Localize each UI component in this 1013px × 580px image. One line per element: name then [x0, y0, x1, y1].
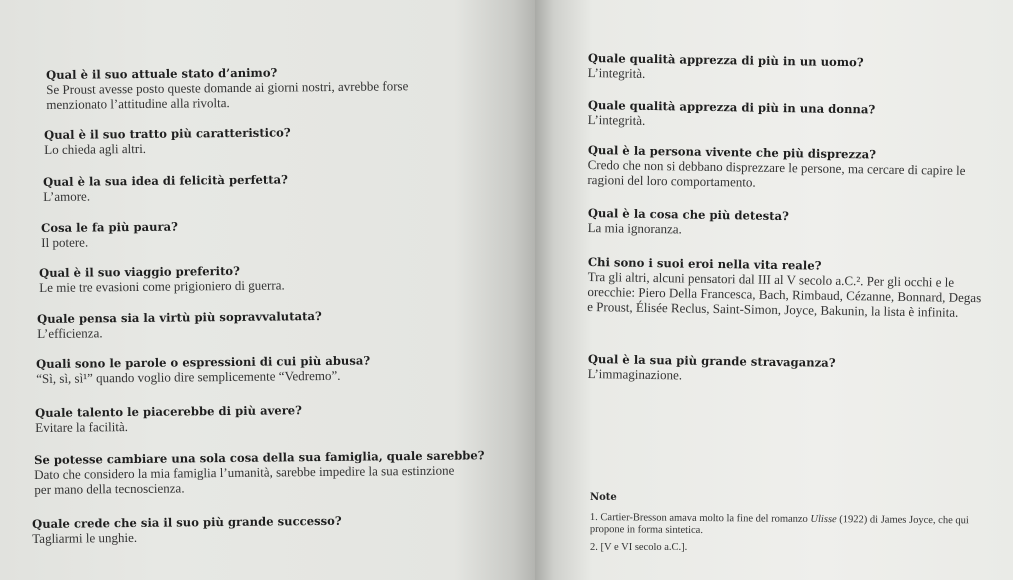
note-1 [590, 512, 1000, 540]
note-1-title: Ulisse [810, 513, 837, 526]
answer: L’immaginazione. [587, 365, 683, 383]
qa-item [588, 51, 978, 86]
answer: L’amore. [43, 188, 91, 204]
answer: Credo che non si debbano disprezzare le persone, ma cercare di capire le ragioni del loro comportamento. [587, 156, 966, 190]
qa-item [39, 261, 479, 295]
answer: L’integrità. [587, 64, 646, 81]
qa-item [46, 64, 466, 112]
question: Qual è la cosa che più detesta? [587, 206, 789, 224]
answer: Tagliarmi le unghie. [32, 529, 138, 546]
qa-item [32, 512, 472, 546]
question: Quale talento le piacerebbe di più avere? [35, 403, 303, 420]
qa-item [36, 352, 476, 386]
answer: L’efficienza. [37, 325, 103, 341]
question: Quali sono le parole o espressioni di cui più abusa? [36, 353, 371, 371]
note-1-text-after: (1922) di James Joyce, che qui propone in forma sintetica. [589, 514, 969, 536]
qa-item [588, 98, 978, 133]
question: Quale qualità apprezza di più in una donna? [587, 98, 876, 117]
note-1-text-before: 1. Cartier-Bresson amava molto la fine del romanzo [589, 512, 811, 525]
question: Qual è il suo viaggio preferito? [39, 263, 240, 280]
question: Se potesse cambiare una sola cosa della sua famiglia, quale sarebbe? [34, 448, 485, 467]
note-2: 2. [V e VI secolo a.C.]. [590, 542, 688, 553]
notes-title: Note [590, 492, 617, 503]
answer: Se Proust avesse posto queste domande ai giorni nostri, avrebbe forse menzionato l’attitudine alla rivolta. [46, 78, 409, 112]
question: Qual è il suo attuale stato d’animo? [46, 65, 278, 82]
qa-item [587, 255, 988, 320]
qa-item [43, 171, 463, 204]
qa-item [37, 307, 477, 341]
answer: Il potere. [41, 234, 89, 250]
qa-item [587, 143, 988, 193]
question: Qual è la sua idea di felicità perfetta? [43, 172, 288, 189]
question: Chi sono i suoi eroi nella vita reale? [587, 255, 822, 273]
answer: Evitare la facilità. [35, 419, 129, 435]
qa-item [35, 401, 475, 435]
question: Qual è il suo tratto più caratteristico? [44, 125, 291, 142]
question: Quale crede che sia il suo più grande successo? [32, 513, 342, 531]
answer: Dato che considero la mia famiglia l’umanità, sarebbe impedire la sua estinzione per mano della tecnoscienza. [34, 462, 455, 497]
answer: “Sì, sì, sì¹” quando voglio dire semplicemente “Vedremo”. [36, 367, 341, 386]
question: Qual è la persona vivente che più disprezza? [587, 143, 877, 162]
question: Qual è la sua più grande stravaganza? [587, 352, 836, 370]
qa-item [44, 124, 464, 157]
qa-item [34, 448, 485, 497]
answer: Lo chieda agli altri. [44, 140, 147, 157]
qa-item [588, 352, 978, 387]
qa-item [41, 217, 461, 250]
qa-item [588, 206, 978, 241]
question: Quale pensa sia la virtù più sopravvalutata? [37, 309, 322, 326]
answer: L’integrità. [587, 111, 646, 128]
answer: La mia ignoranza. [587, 219, 682, 237]
right-page [535, 0, 1013, 580]
question: Quale qualità apprezza di più in un uomo? [587, 51, 864, 70]
answer: Tra gli altri, alcuni pensatori dal III al V secolo a.C.². Per gli occhi e le orecchie: Piero Della Francesca, Bach, Rimbaud, Cézanne, Bonnard, Degas e Proust, Élisée Reclus, Saint-Simon, Joyce, Bakunin, la lista è infinita. [587, 268, 982, 320]
answer: Le mie tre evasioni come prigioniero di guerra. [39, 277, 285, 295]
question: Cosa le fa più paura? [41, 219, 178, 235]
